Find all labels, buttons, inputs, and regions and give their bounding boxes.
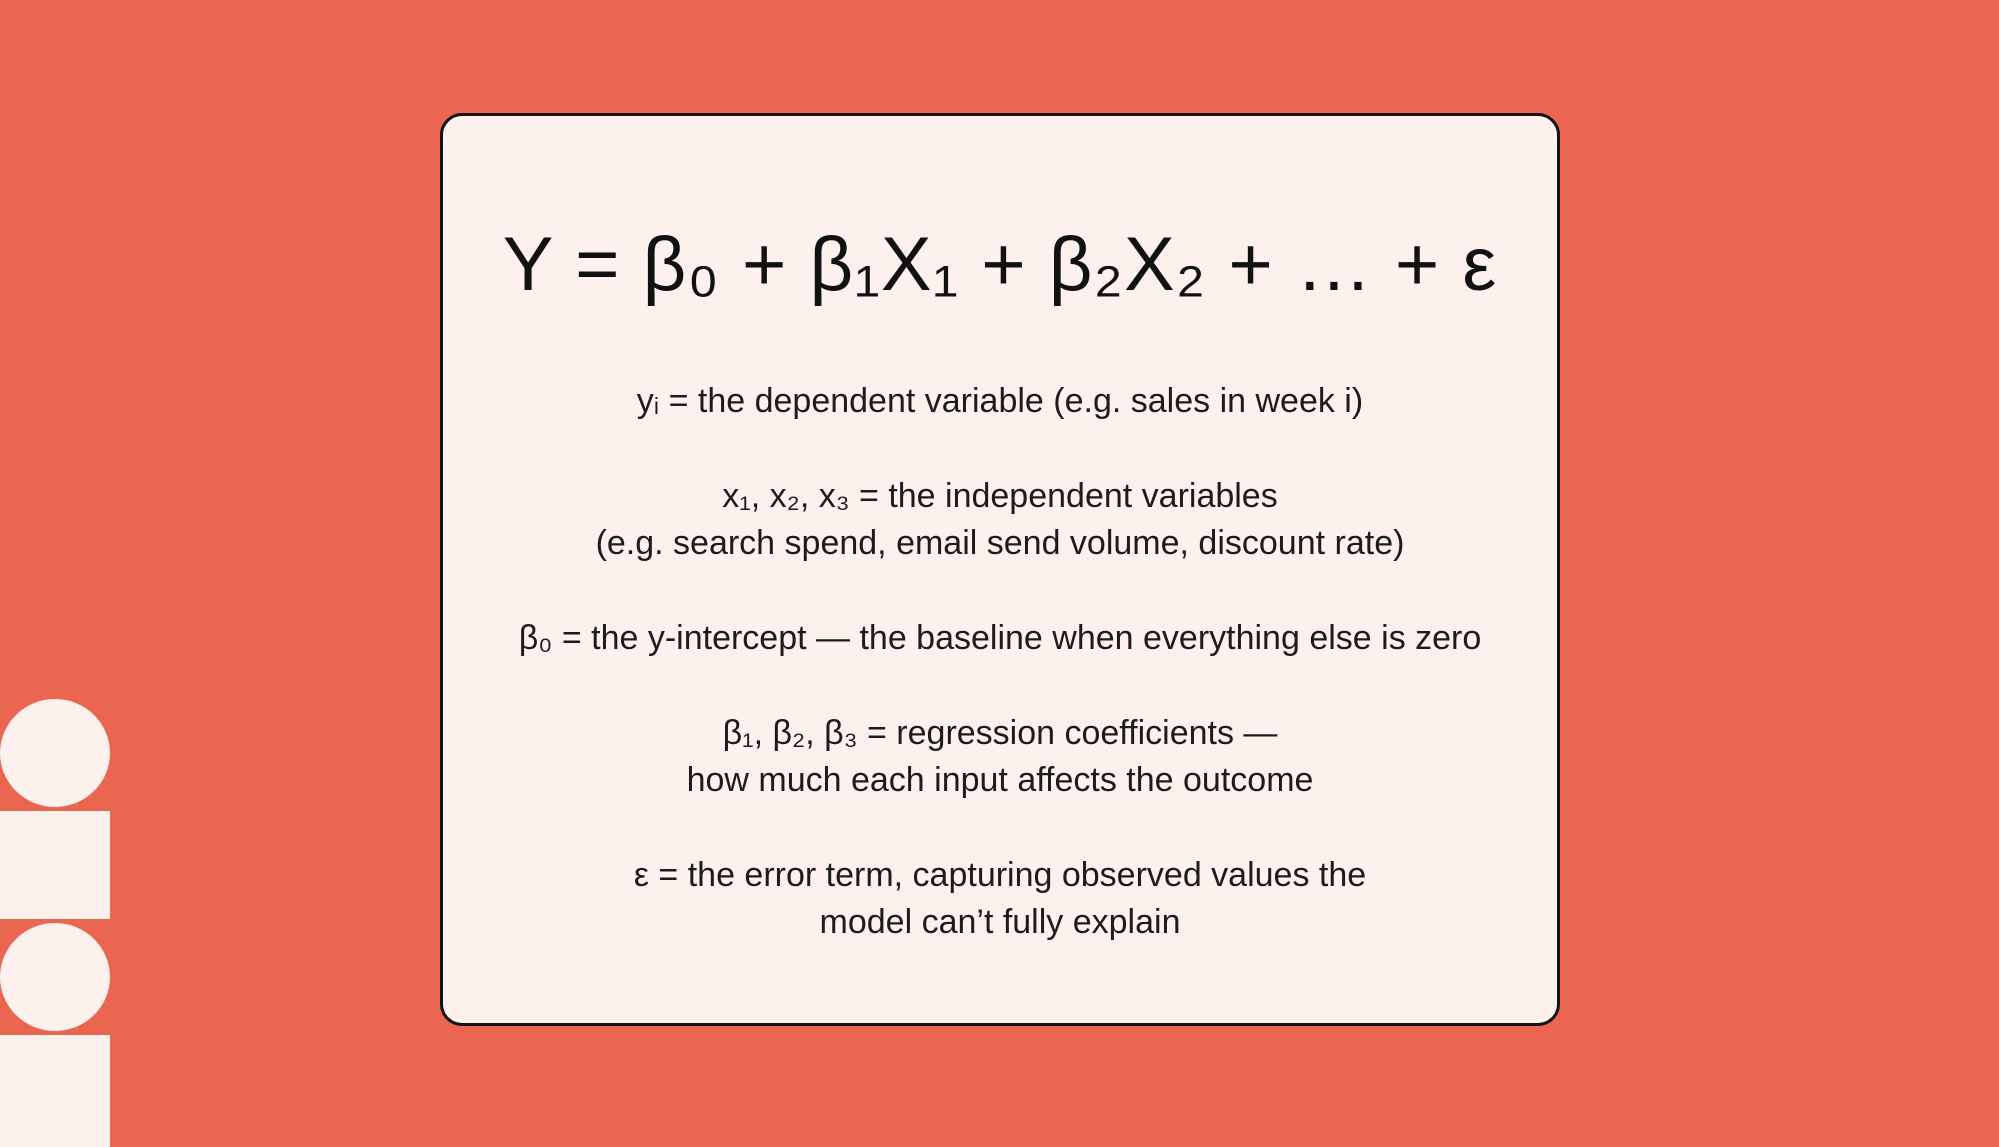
definition-line: (e.g. search spend, email send volume, discount rate) <box>595 524 1405 562</box>
definition-line: β₁, β₂, β₃ = regression coefficients — <box>722 714 1278 752</box>
definition-line: β₀ = the y-intercept — the baseline when everything else is zero <box>518 619 1482 657</box>
definition-line: x₁, x₂, x₃ = the independent variables <box>722 477 1278 515</box>
decorative-square-shape <box>0 1035 110 1147</box>
definition-y-intercept <box>443 615 1557 662</box>
formula-card <box>440 113 1560 1026</box>
decorative-circle-shape <box>0 699 110 807</box>
definition-line: how much each input affects the outcome <box>686 761 1314 799</box>
decorative-circle-shape <box>0 923 110 1031</box>
definitions-list <box>443 378 1557 946</box>
definition-regression-coefficients <box>443 710 1557 804</box>
definition-line: model can’t fully explain <box>819 903 1181 941</box>
regression-formula: Y = β₀ + β₁X₁ + β₂X₂ + … + ε <box>502 222 1498 307</box>
definition-independent-variables <box>443 473 1557 567</box>
definition-line: ε = the error term, capturing observed values the <box>633 856 1367 894</box>
decorative-square-shape <box>0 811 110 919</box>
definition-dependent-variable <box>443 378 1557 425</box>
definition-error-term <box>443 852 1557 946</box>
left-decorative-shapes <box>0 699 110 1147</box>
definition-line: yᵢ = the dependent variable (e.g. sales in week i) <box>636 382 1364 420</box>
